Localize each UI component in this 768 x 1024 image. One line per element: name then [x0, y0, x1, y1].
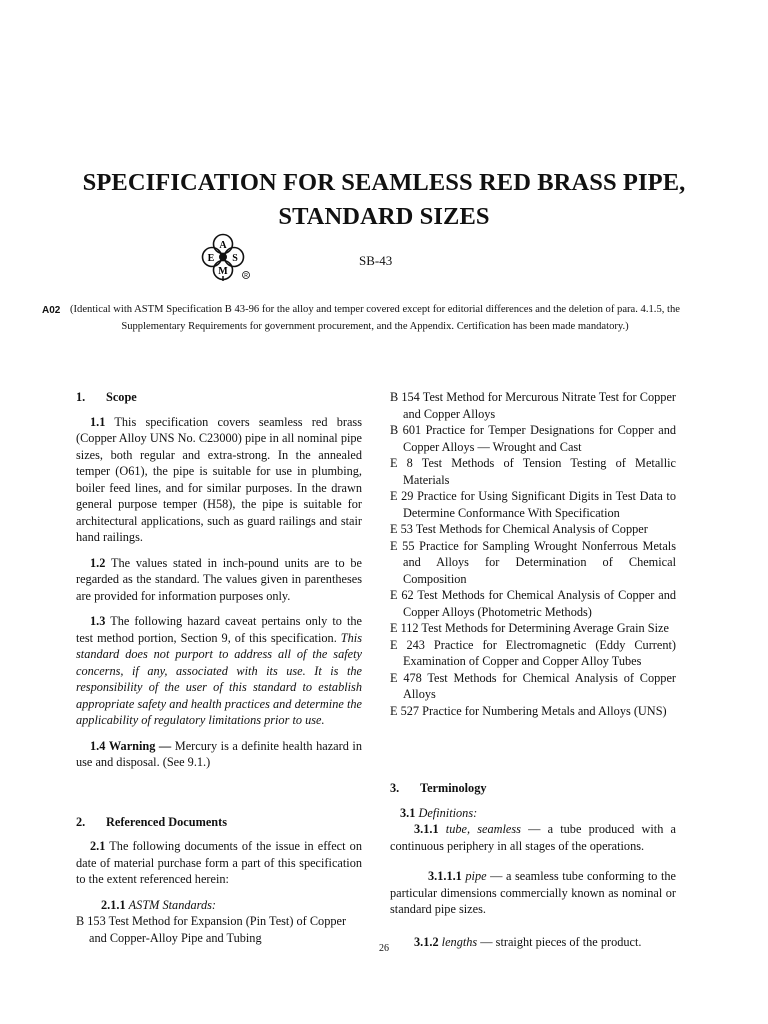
reference-item: E 527 Practice for Numbering Metals and Alloys (UNS)	[390, 703, 667, 718]
reference-item: B 601 Practice for Temper Designations for Copper and Copper Alloys — Wrought and Cast	[390, 423, 676, 454]
reference-item: E 62 Test Methods for Chemical Analysis of Copper and Copper Alloys (Photometric Methods)	[390, 588, 676, 619]
reference-item: E 55 Practice for Sampling Wrought Nonferrous Metals and Alloys for Determination of Chemical Composition	[390, 538, 676, 586]
svg-text:M: M	[218, 266, 228, 277]
reference-item: E 243 Practice for Electromagnetic (Eddy Current) Examination of Copper and Copper Alloy Tubes	[390, 637, 676, 668]
revision-mark: A02	[42, 305, 61, 316]
reference-item: E 478 Test Methods for Chemical Analysis of Copper Alloys	[390, 670, 676, 701]
paragraph-2-1: 2.1 The following documents of the issue in effect on date of material purchase form a part of this specification to the extent referenced herein:	[76, 839, 362, 886]
reference-list-left	[76, 913, 362, 946]
identical-note: (Identical with ASTM Specification B 43-96 for the alloy and temper covered except for editorial differences and the deletion of para. 4.1.5, the Supplementary Requirements for government procurement, and the Appendix. Certification has been made mandatory.)	[70, 304, 680, 332]
title-line-1: SPECIFICATION FOR SEAMLESS RED BRASS PIPE,	[82, 169, 686, 196]
paragraph-3-1-1: 3.1.1 tube, seamless — a tube produced with a continuous periphery in all stages of the operations.	[390, 822, 677, 853]
reference-list-right	[390, 389, 676, 719]
svg-text:S: S	[232, 253, 238, 264]
reference-item: B 153 Test Method for Expansion (Pin Test) of Copper and Copper-Alloy Pipe and Tubing	[76, 914, 347, 945]
reference-item: E 29 Practice for Using Significant Digits in Test Data to Determine Conformance With Specification	[390, 489, 676, 520]
reference-item: E 112 Test Methods for Determining Average Grain Size	[390, 621, 669, 635]
right-column	[390, 389, 676, 950]
svg-text:R: R	[244, 273, 248, 280]
section-heading-terminology: 3. Terminology	[390, 781, 487, 795]
paragraph-1-4: 1.4 Warning — Mercury is a definite health hazard in use and disposal. (See 9.1.)	[76, 738, 362, 769]
page-number: 26	[379, 943, 389, 954]
svg-text:A: A	[219, 240, 227, 251]
paragraph-1-3: 1.3 The following hazard caveat pertains only to the test method portion, Section 9, of this specification. This standard does not purport to address all of the safety concerns, if any, associated with its use. It is the responsibility of the user of this standard to establish appropriate safety and health practices and determine the applicability of regulatory limitations prior to use.	[76, 614, 362, 727]
reference-item: E 53 Test Methods for Chemical Analysis of Copper	[390, 522, 648, 536]
designation: SB-43	[359, 253, 393, 268]
paragraph-3-1: 3.1 Definitions:	[400, 805, 478, 820]
section-heading-scope: 1. Scope	[76, 390, 137, 404]
asme-logo-icon	[197, 232, 253, 282]
left-column	[76, 389, 362, 946]
document-title	[60, 166, 708, 234]
reference-item: B 154 Test Method for Mercurous Nitrate Test for Copper and Copper Alloys	[390, 390, 676, 421]
section-heading-referenced-documents: 2. Referenced Documents	[76, 814, 227, 829]
reference-item: E 8 Test Methods of Tension Testing of Metallic Materials	[390, 456, 676, 487]
paragraph-2-1-1: 2.1.1 ASTM Standards:	[101, 897, 217, 912]
title-line-2: STANDARD SIZES	[278, 203, 490, 230]
svg-text:E: E	[207, 253, 215, 264]
paragraph-1-2: 1.2 The values stated in inch-pound units are to be regarded as the standard. The values given in parentheses are provided for information purposes only.	[76, 555, 363, 603]
paragraph-1-1: 1.1 This specification covers seamless red brass (Copper Alloy UNS No. C23000) pipe in all nominal pipe sizes, both regular and extra-strong. In the annealed temper (O61), the pipe is suitable for use in plumbing, boiler feed lines, and for similar purposes. In the drawn general purpose temper (H58), the pipe is suitable for architectural applications, such as guard railings and stair hand railings.	[76, 414, 362, 544]
paragraph-3-1-1-1: 3.1.1.1 pipe — a seamless tube conforming to the particular dimensions commercially known as nominal or standard pipe sizes.	[390, 869, 677, 916]
paragraph-3-1-2: 3.1.2 lengths — straight pieces of the product.	[414, 934, 642, 949]
